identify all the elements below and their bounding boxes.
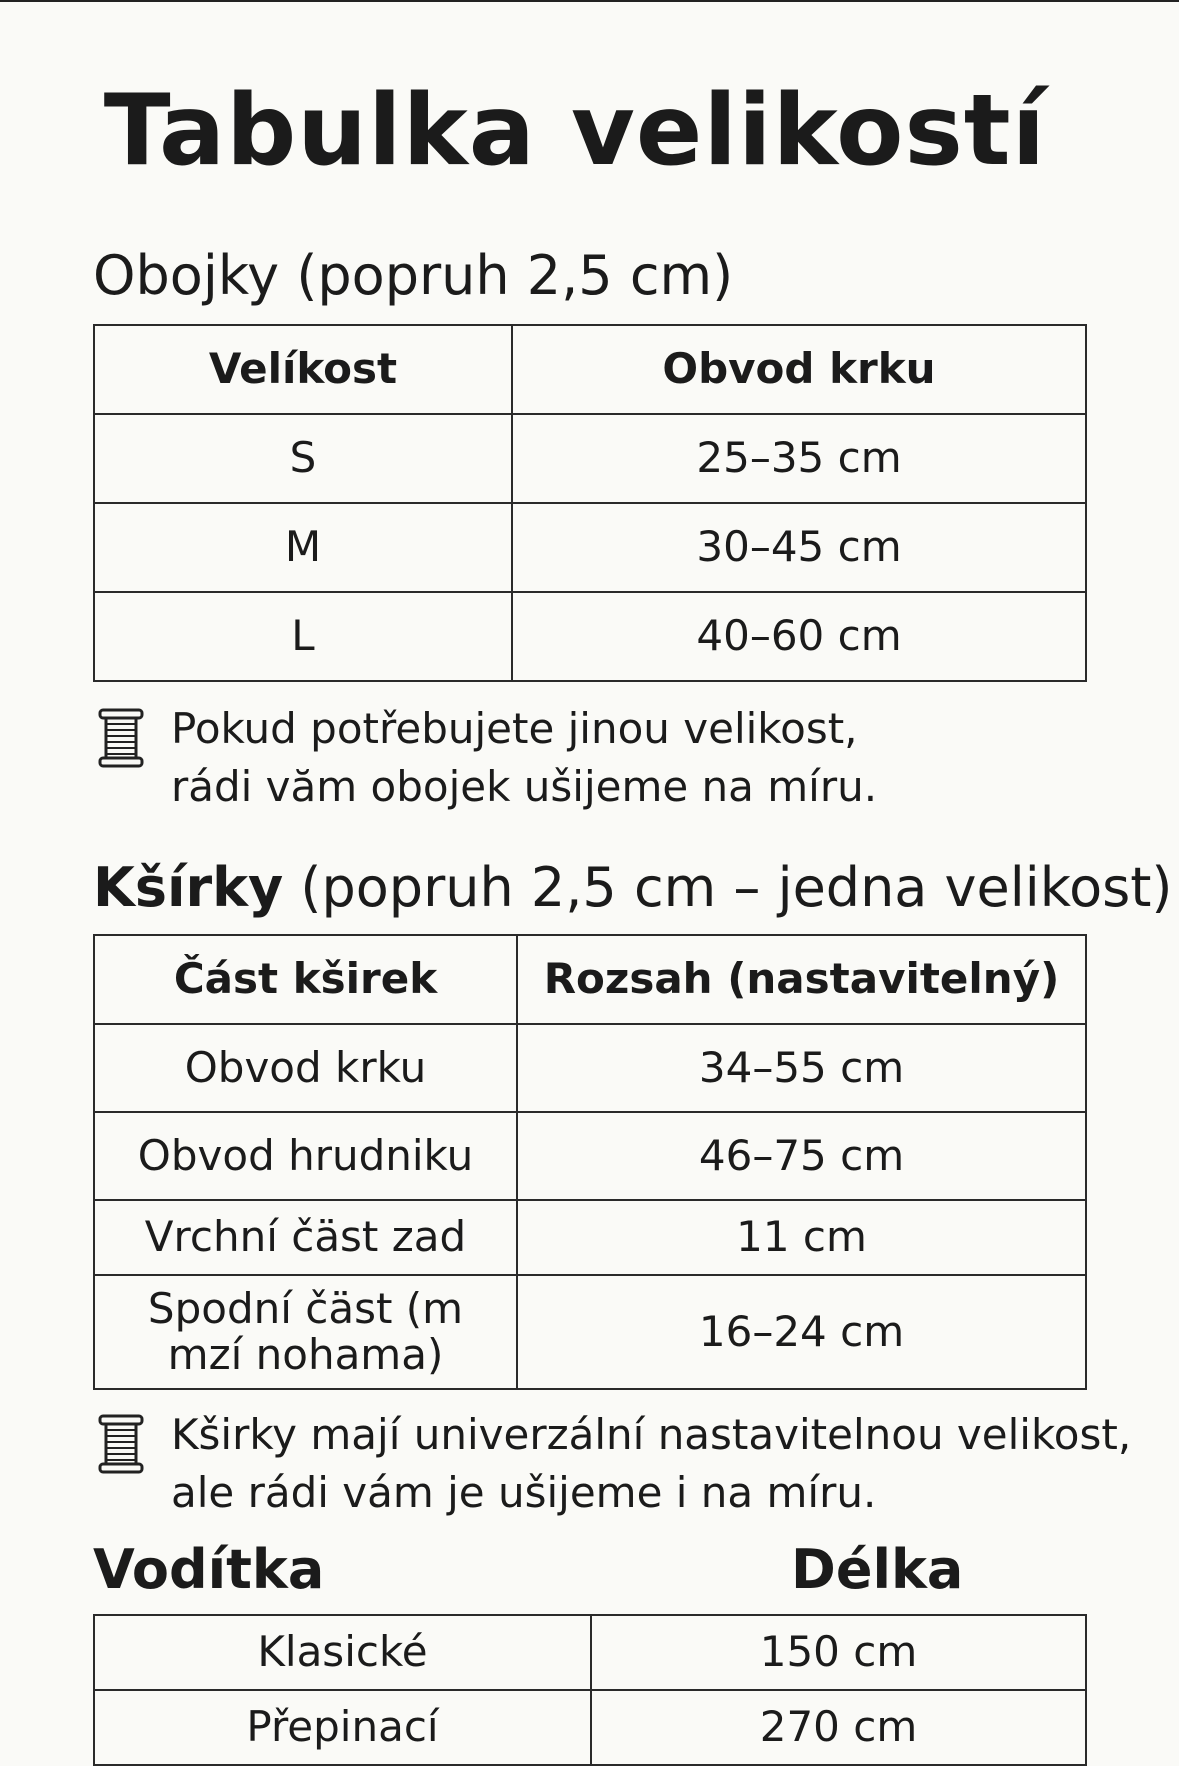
table-row — [94, 503, 1086, 592]
harness-heading-detail: (popruh 2,5 cm – jedna velikost) — [300, 856, 1173, 919]
table-row — [94, 1200, 1086, 1275]
thread-spool-icon — [97, 708, 145, 768]
length-cell: 150 cm — [591, 1615, 1086, 1690]
top-border — [0, 0, 1179, 2]
range-cell: 16–24 cm — [517, 1275, 1086, 1389]
table-header-row — [94, 325, 1086, 414]
part-cell: Obvod hrudniku — [94, 1112, 517, 1200]
table-row — [94, 1024, 1086, 1112]
length-cell: 270 cm — [591, 1690, 1086, 1765]
size-cell: M — [94, 503, 512, 592]
column-header: Velíkost — [94, 325, 512, 414]
note-line: Kširky mají univerzální nastavitelnou velikost, — [171, 1410, 1132, 1459]
range-cell: 11 cm — [517, 1200, 1086, 1275]
table-row — [94, 414, 1086, 503]
harness-size-table — [93, 934, 1087, 1390]
leash-type-cell: Přepinací — [94, 1690, 591, 1765]
column-header: Rozsah (nastavitelný) — [517, 935, 1086, 1024]
collars-size-table — [93, 324, 1087, 682]
leash-type-cell: Klasické — [94, 1615, 591, 1690]
collars-heading-detail: (popruh 2,5 cm) — [296, 244, 734, 307]
column-header: Obvod krku — [512, 325, 1086, 414]
neck-range-cell: 25–35 cm — [512, 414, 1086, 503]
table-row — [94, 1275, 1086, 1389]
table-row — [94, 592, 1086, 681]
collars-heading-main: Obojky — [93, 244, 280, 307]
harness-heading — [93, 858, 1173, 917]
collars-heading — [93, 246, 733, 305]
size-cell: S — [94, 414, 512, 503]
thread-spool-icon — [97, 1414, 145, 1474]
table-header-row — [94, 935, 1086, 1024]
leashes-length-table — [93, 1614, 1087, 1766]
leashes-heading: Vodítka — [93, 1538, 325, 1601]
harness-custom-note — [97, 1406, 1167, 1526]
table-row — [94, 1112, 1086, 1200]
collars-custom-note — [97, 700, 1167, 820]
neck-range-cell: 40–60 cm — [512, 592, 1086, 681]
column-header: Část kširek — [94, 935, 517, 1024]
note-text — [171, 700, 1171, 816]
table-row — [94, 1615, 1086, 1690]
page-title: Tabulka velikostí — [103, 74, 1047, 188]
note-text — [171, 1406, 1171, 1522]
note-line: ale rádi vám je ušijeme i na míru. — [171, 1468, 877, 1517]
part-cell: Spodní čäst (m mzí nohama) — [94, 1275, 517, 1389]
length-heading: Délka — [791, 1538, 964, 1601]
harness-heading-main: Kšírky — [93, 856, 284, 919]
size-cell: L — [94, 592, 512, 681]
range-cell: 46–75 cm — [517, 1112, 1086, 1200]
note-line: rádi văm obojek ušijeme na míru. — [171, 762, 878, 811]
part-cell: Obvod krku — [94, 1024, 517, 1112]
part-cell: Vrchní čäst zad — [94, 1200, 517, 1275]
neck-range-cell: 30–45 cm — [512, 503, 1086, 592]
note-line: Pokud potřebujete jinou velikost, — [171, 704, 858, 753]
range-cell: 34–55 cm — [517, 1024, 1086, 1112]
